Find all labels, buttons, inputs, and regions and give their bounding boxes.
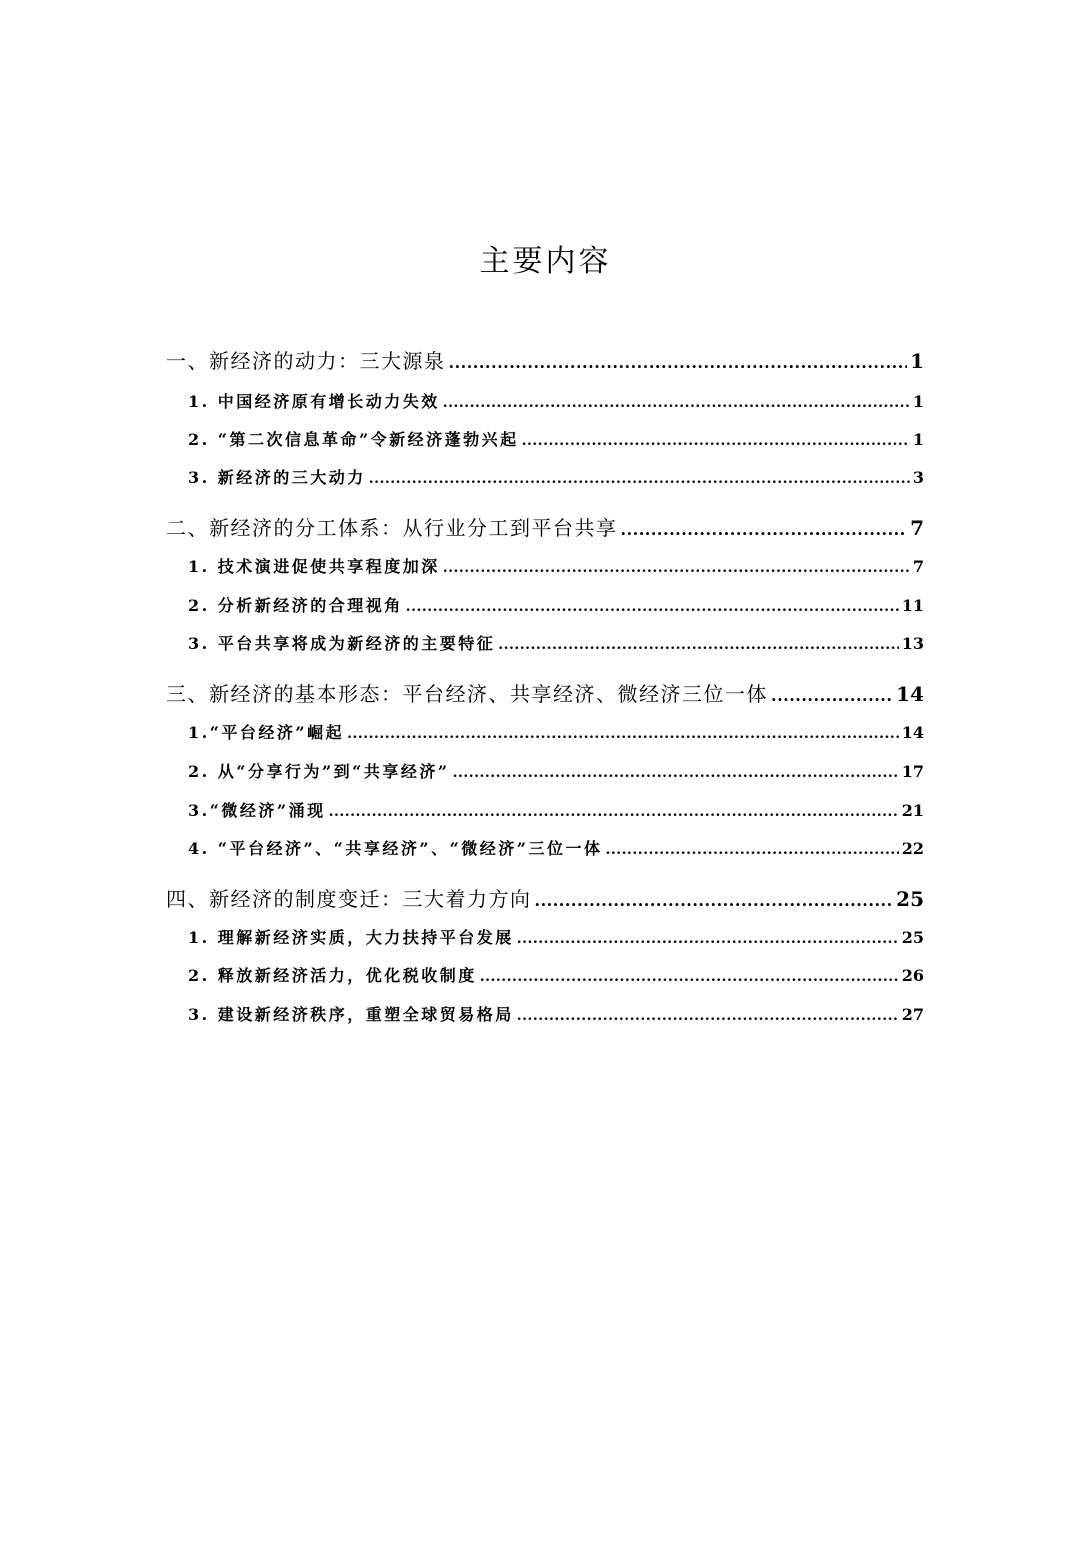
toc-subsection-1-3[interactable] (166, 465, 924, 491)
toc-section-1[interactable] (166, 346, 924, 376)
toc-page-number: 13 (901, 634, 924, 653)
toc-page-number: 7 (912, 557, 924, 576)
toc-subsection-2-1[interactable] (166, 554, 924, 580)
toc-entry-text: 2. 分析新经济的合理视角 (188, 596, 403, 615)
toc-section-4[interactable] (166, 884, 924, 914)
toc-entry-text: 4. “平台经济”、“共享经济”、“微经济”三位一体 (188, 839, 603, 858)
toc-page-number: 1 (910, 349, 924, 373)
toc-page-number: 3 (912, 468, 924, 487)
toc-subsection-2-2[interactable] (166, 593, 924, 619)
toc-page-number: 1 (912, 392, 924, 411)
page-title: 主要内容 (479, 244, 612, 279)
toc-entry-text: 3. 新经济的三大动力 (188, 468, 366, 487)
toc-entry-text: 三、新经济的基本形态：平台经济、共享经济、微经济三位一体 (166, 682, 768, 706)
toc-page-number: 14 (901, 723, 924, 742)
toc-subsection-4-2[interactable] (166, 963, 924, 989)
toc-entry-text: 一、新经济的动力：三大源泉 (166, 349, 446, 373)
dot-leader (329, 798, 899, 825)
toc-page-number: 25 (901, 928, 924, 947)
dot-leader (449, 346, 908, 378)
toc-entry-text: 1. 技术演进促使共享程度加深 (188, 557, 440, 576)
dot-leader (498, 631, 898, 658)
toc-subsection-1-1[interactable] (166, 389, 924, 415)
dot-leader (480, 963, 899, 990)
dot-leader (621, 513, 908, 545)
toc-subsection-3-2[interactable] (166, 759, 924, 785)
dot-leader (443, 389, 910, 416)
toc-subsection-3-1[interactable] (166, 720, 924, 746)
toc-page-number: 1 (912, 430, 924, 449)
toc-entry-text: 二、新经济的分工体系：从行业分工到平台共享 (166, 516, 618, 540)
dot-leader (517, 925, 899, 952)
toc-entry-text: 四、新经济的制度变迁：三大着力方向 (166, 887, 532, 911)
dot-leader (606, 836, 899, 863)
toc-page-number: 25 (896, 887, 924, 911)
toc-page-number: 11 (901, 596, 924, 615)
toc-subsection-1-2[interactable] (166, 427, 924, 453)
dot-leader (443, 554, 910, 581)
toc-subsection-3-4[interactable] (166, 836, 924, 862)
toc-page-number: 17 (901, 762, 924, 781)
dot-leader (535, 884, 894, 916)
toc-entry-text: 1.“平台经济”崛起 (188, 723, 345, 742)
dot-leader (406, 593, 899, 620)
toc-subsection-3-3[interactable] (166, 798, 924, 824)
toc-section-2[interactable] (166, 513, 924, 543)
toc-subsection-4-3[interactable] (166, 1002, 924, 1028)
toc-entry-text: 3. 建设新经济秩序，重塑全球贸易格局 (188, 1005, 514, 1024)
toc-entry-text: 1. 理解新经济实质，大力扶持平台发展 (188, 928, 514, 947)
dot-leader (771, 679, 893, 711)
toc-subsection-4-1[interactable] (166, 925, 924, 951)
toc-entry-text: 2. 释放新经济活力，优化税收制度 (188, 966, 477, 985)
toc-page-number: 22 (901, 839, 924, 858)
toc-page-number: 7 (910, 516, 924, 540)
dot-leader (347, 720, 899, 747)
toc-section-3[interactable] (166, 679, 924, 709)
dot-leader (522, 427, 910, 454)
toc-entry-text: 1. 中国经济原有增长动力失效 (188, 392, 440, 411)
toc-entry-text: 2. 从“分享行为”到“共享经济” (188, 762, 450, 781)
dot-leader (517, 1002, 899, 1029)
toc-entry-text: 3.“微经济”涌现 (188, 801, 326, 820)
dot-leader (369, 465, 910, 492)
toc-entry-text: 2. “第二次信息革命”令新经济蓬勃兴起 (188, 430, 519, 449)
toc-page-number: 14 (896, 682, 924, 706)
toc-entry-text: 3. 平台共享将成为新经济的主要特征 (188, 634, 496, 653)
toc-page-number: 26 (901, 966, 924, 985)
toc-page-number: 27 (901, 1005, 924, 1024)
dot-leader (453, 759, 899, 786)
toc-subsection-2-3[interactable] (166, 631, 924, 657)
toc-page-number: 21 (901, 801, 924, 820)
